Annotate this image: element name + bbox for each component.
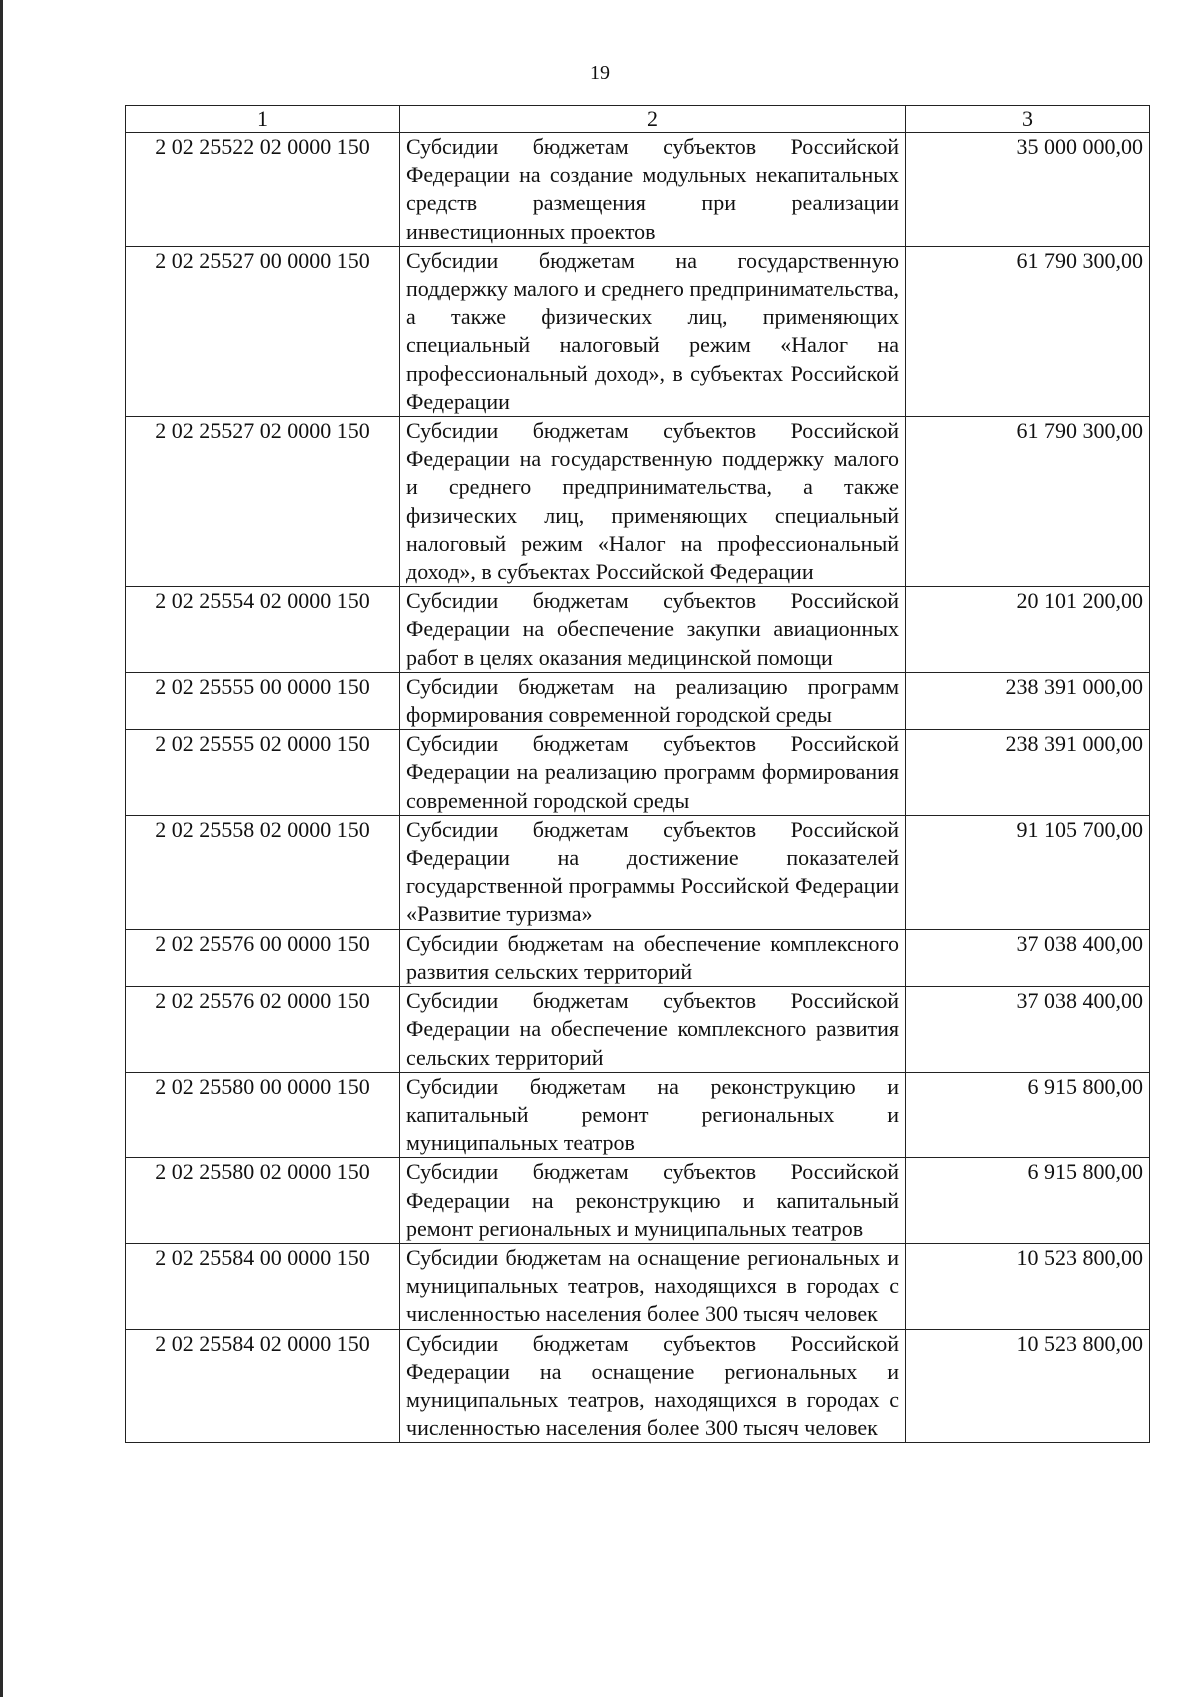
table-header xyxy=(126,106,1150,133)
subsidy-amount: 6 915 800,00 xyxy=(906,1158,1150,1244)
column-header-code: 1 xyxy=(126,106,400,133)
subsidy-description: Субсидии бюджетам на обеспечение комплексного развития сельских территорий xyxy=(400,929,906,986)
table-row xyxy=(126,246,1150,416)
table-row xyxy=(126,1072,1150,1158)
budget-code: 2 02 25555 00 0000 150 xyxy=(126,672,400,729)
subsidy-description: Субсидии бюджетам на реконструкцию и капитальный ремонт региональных и муниципальных театров xyxy=(400,1072,906,1158)
column-header-description: 2 xyxy=(400,106,906,133)
table-row xyxy=(126,672,1150,729)
table-row xyxy=(126,133,1150,247)
budget-code: 2 02 25576 00 0000 150 xyxy=(126,929,400,986)
subsidy-amount: 91 105 700,00 xyxy=(906,815,1150,929)
budget-code: 2 02 25576 02 0000 150 xyxy=(126,987,400,1073)
budget-code: 2 02 25522 02 0000 150 xyxy=(126,133,400,247)
table-row xyxy=(126,587,1150,673)
budget-code: 2 02 25584 02 0000 150 xyxy=(126,1329,400,1443)
header-row xyxy=(126,106,1150,133)
subsidy-description: Субсидии бюджетам субъектов Российской Федерации на реализацию программ формирования современной городской среды xyxy=(400,730,906,816)
table-row xyxy=(126,815,1150,929)
subsidy-amount: 35 000 000,00 xyxy=(906,133,1150,247)
table-row xyxy=(126,1158,1150,1244)
subsidy-amount: 238 391 000,00 xyxy=(906,730,1150,816)
subsidy-description: Субсидии бюджетам на государственную поддержку малого и среднего предпринимательства, а также физических лиц, применяющих специальный налоговый режим «Налог на профессиональный доход», в субъектах Российской Федерации xyxy=(400,246,906,416)
scan-edge-line xyxy=(0,0,3,1697)
table-body xyxy=(126,133,1150,1443)
budget-code: 2 02 25527 00 0000 150 xyxy=(126,246,400,416)
budget-code: 2 02 25580 00 0000 150 xyxy=(126,1072,400,1158)
subsidy-description: Субсидии бюджетам субъектов Российской Федерации на оснащение региональных и муниципальных театров, находящихся в городах с численностью населения более 300 тысяч человек xyxy=(400,1329,906,1443)
column-header-amount: 3 xyxy=(906,106,1150,133)
budget-code: 2 02 25555 02 0000 150 xyxy=(126,730,400,816)
budget-code: 2 02 25584 00 0000 150 xyxy=(126,1243,400,1329)
subsidy-description: Субсидии бюджетам субъектов Российской Федерации на обеспечение закупки авиационных работ в целях оказания медицинской помощи xyxy=(400,587,906,673)
table-row xyxy=(126,929,1150,986)
subsidy-amount: 37 038 400,00 xyxy=(906,929,1150,986)
subsidy-amount: 61 790 300,00 xyxy=(906,417,1150,587)
budget-revenue-table xyxy=(125,105,1150,1443)
subsidy-amount: 37 038 400,00 xyxy=(906,987,1150,1073)
subsidy-amount: 6 915 800,00 xyxy=(906,1072,1150,1158)
subsidy-amount: 10 523 800,00 xyxy=(906,1329,1150,1443)
subsidy-amount: 20 101 200,00 xyxy=(906,587,1150,673)
subsidy-amount: 238 391 000,00 xyxy=(906,672,1150,729)
subsidy-description: Субсидии бюджетам на оснащение региональных и муниципальных театров, находящихся в городах с численностью населения более 300 тысяч человек xyxy=(400,1243,906,1329)
page-number: 19 xyxy=(590,62,610,84)
budget-code: 2 02 25554 02 0000 150 xyxy=(126,587,400,673)
subsidy-description: Субсидии бюджетам на реализацию программ формирования современной городской среды xyxy=(400,672,906,729)
budget-code: 2 02 25580 02 0000 150 xyxy=(126,1158,400,1244)
table-row xyxy=(126,730,1150,816)
table-row xyxy=(126,1329,1150,1443)
subsidy-description: Субсидии бюджетам субъектов Российской Федерации на создание модульных некапитальных средств размещения при реализации инвестиционных проектов xyxy=(400,133,906,247)
subsidy-description: Субсидии бюджетам субъектов Российской Федерации на обеспечение комплексного развития сельских территорий xyxy=(400,987,906,1073)
budget-code: 2 02 25558 02 0000 150 xyxy=(126,815,400,929)
table-row xyxy=(126,417,1150,587)
table-row xyxy=(126,1243,1150,1329)
subsidy-description: Субсидии бюджетам субъектов Российской Федерации на реконструкцию и капитальный ремонт региональных и муниципальных театров xyxy=(400,1158,906,1244)
subsidy-amount: 10 523 800,00 xyxy=(906,1243,1150,1329)
budget-code: 2 02 25527 02 0000 150 xyxy=(126,417,400,587)
table-row xyxy=(126,987,1150,1073)
subsidy-description: Субсидии бюджетам субъектов Российской Федерации на достижение показателей государственной программы Российской Федерации «Развитие туризма» xyxy=(400,815,906,929)
subsidy-description: Субсидии бюджетам субъектов Российской Федерации на государственную поддержку малого и среднего предпринимательства, а также физических лиц, применяющих специальный налоговый режим «Налог на профессиональный доход», в субъектах Российской Федерации xyxy=(400,417,906,587)
subsidy-amount: 61 790 300,00 xyxy=(906,246,1150,416)
